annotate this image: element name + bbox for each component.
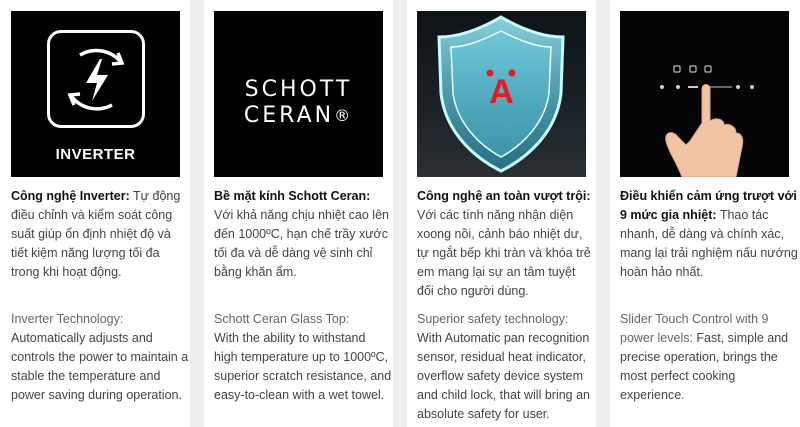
inverter-en-body: Automatically adjusts and controls the power to maintain a stable the temperature and power saving during operation. (11, 331, 189, 402)
slider-en-text (620, 310, 798, 405)
feature-card-inverter (11, 0, 200, 427)
schott-logo-line2: CERAN (243, 103, 335, 128)
feature-card-slider (620, 0, 800, 427)
schott-vi-title: Bề mặt kính Schott Ceran: (214, 189, 371, 203)
schott-vi-body: Với khả năng chịu nhiệt cao lên đến 1000ºC, hạn chế trầy xước tối đa và dễ dàng vệ sinh chỉ bằng khăn ẩm. (214, 208, 389, 279)
safety-shield-image (417, 11, 586, 177)
slider-en-body: Fast, simple and precise operation, brings the most perfect cooking experience. (620, 331, 789, 402)
safety-en-text (417, 310, 595, 424)
schott-en-text (214, 310, 392, 405)
inverter-vi-body: Tự động điều chỉnh và kiểm soát công suất giúp ổn định nhiệt độ và tiết kiệm năng lượng tối đa trong khi hoạt động. (11, 189, 181, 279)
inverter-vi-title: Công nghệ Inverter: (11, 189, 130, 203)
feature-card-schott (214, 0, 403, 427)
schott-en-body: With the ability to withstand high temperature up to 1000ºC, superior scratch resistance, and easy-to-clean with a wet towel. (214, 331, 392, 402)
inverter-icon (47, 30, 145, 128)
schott-en-title: Schott Ceran Glass Top: (214, 312, 350, 326)
schott-logo-line1: SCHOTT (244, 77, 353, 102)
power-cycle-icon (50, 33, 142, 125)
safety-en-title: Superior safety technology: (417, 312, 569, 326)
slider-en-title: Slider Touch Control with 9 power levels: (620, 312, 769, 345)
inverter-vi-text (11, 187, 189, 282)
safety-logo-letter: A (489, 73, 514, 111)
safety-vi-body: Với các tính năng nhận diện xoong nồi, cảnh báo nhiệt dư, tự ngắt bếp khi tràn và khóa trẻ em mang lại sự an tâm tuyệt đối cho người dùng. (417, 208, 591, 298)
inverter-en-text (11, 310, 189, 405)
safety-vi-text (417, 187, 595, 301)
registered-mark: ® (334, 106, 354, 125)
touch-control-panel (620, 11, 789, 177)
inverter-en-title: Inverter Technology: (11, 312, 124, 326)
feature-card-safety (417, 0, 606, 427)
schott-ceran-logo (214, 77, 383, 129)
inverter-image (11, 11, 180, 177)
slider-vi-text (620, 187, 798, 282)
schott-ceran-image (214, 11, 383, 177)
slider-vi-title: Điều khiển cảm ứng trượt với 9 mức gia nhiệt: (620, 189, 797, 222)
hand-icon (666, 85, 743, 178)
schott-vi-text (214, 187, 392, 282)
safety-vi-title: Công nghệ an toàn vượt trội: (417, 189, 591, 203)
slider-vi-body: Thao tác nhanh, dễ dàng và chính xác, mang lại trải nghiệm nấu nướng hoàn hảo nhất. (620, 208, 798, 279)
safety-en-body: With Automatic pan recognition sensor, residual heat indicator, overflow safety device system and child lock, that will bring an absolute safety for user. (417, 331, 591, 421)
slider-touch-image (620, 11, 789, 177)
inverter-label: INVERTER (55, 146, 136, 163)
